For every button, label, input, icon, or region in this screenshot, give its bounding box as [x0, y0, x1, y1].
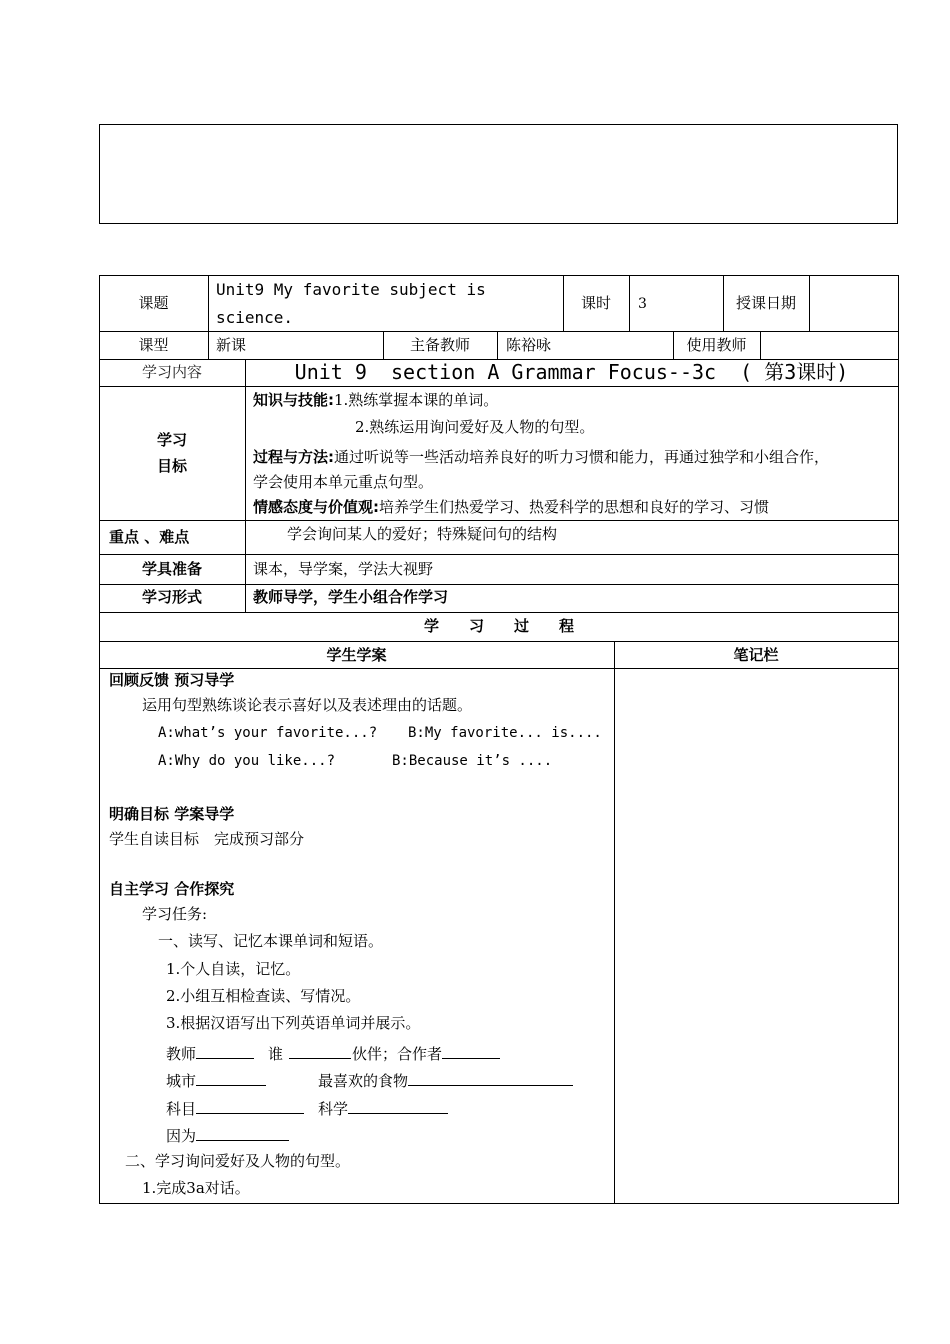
period-value: 3: [638, 296, 647, 312]
word-teacher-blank[interactable]: [196, 1044, 254, 1059]
notes-area[interactable]: [615, 669, 898, 1203]
process-label: 过程与方法:: [253, 448, 334, 466]
section-goals-text: 学生自读目标 完成预习部分: [109, 830, 305, 848]
topic-value-line1: Unit9 My favorite subject is: [216, 280, 486, 299]
word-who-blank[interactable]: [289, 1044, 351, 1059]
key-label: 重点 、难点: [109, 528, 190, 546]
section-review-title: 回顾反馈 预习导学: [109, 671, 235, 689]
form-label: 学习形式: [141, 588, 202, 606]
task-2: 二、学习询问爱好及人物的句型。: [125, 1152, 351, 1170]
tools-label: 学具准备: [141, 560, 202, 578]
word-city-label: 城市: [166, 1072, 197, 1090]
dialogue-a2: A:Why do you like...?: [158, 753, 336, 769]
task-1-3: 3.根据汉语写出下列英语单词并展示。: [166, 1014, 421, 1032]
task-1-1: 1.个人自读，记忆。: [166, 960, 301, 978]
tools-value: 课本，导学案，学法大视野: [253, 560, 434, 578]
process-text-1: 通过听说等一些活动培养良好的听力习惯和能力，再通过独学和小组合作，: [334, 448, 830, 466]
notes-header: 笔记栏: [733, 646, 779, 664]
content-value: Unit 9 section A Grammar Focus--3c ( 第3课时): [294, 360, 849, 384]
word-subject-label: 科目: [166, 1100, 197, 1118]
word-teacher: [166, 1044, 254, 1062]
process-text-2: 学会使用本单元重点句型。: [253, 473, 434, 491]
word-teacher-label: 教师: [166, 1045, 197, 1063]
word-because-blank[interactable]: [196, 1126, 289, 1141]
emotion-text: 培养学生们热爱学习、热爱科学的思想和良好的学习、习惯: [379, 498, 770, 516]
section-review-intro: 运用句型熟练谈论表示喜好以及表述理由的话题。: [142, 696, 473, 714]
dialogue-a1: A:what’s your favorite...?: [158, 725, 378, 741]
word-food-label: 最喜欢的食物: [318, 1072, 409, 1090]
period-label: 课时: [580, 294, 611, 312]
word-who-label: 谁: [268, 1045, 284, 1063]
lead-teacher-value: 陈裕咏: [506, 336, 552, 354]
process-line1: [253, 450, 829, 465]
topic-label: 课题: [138, 294, 169, 312]
word-because: [166, 1126, 289, 1144]
process-header: 学 习 过 程: [423, 617, 574, 635]
word-food: [318, 1071, 573, 1089]
word-subject: [166, 1099, 304, 1117]
knowledge-label: 知识与技能:: [253, 391, 334, 409]
word-food-blank[interactable]: [408, 1071, 573, 1086]
topic-value-line2: science.: [216, 308, 294, 327]
word-partner-blank[interactable]: [442, 1044, 500, 1059]
top-empty-box: [99, 124, 898, 224]
word-city-blank[interactable]: [196, 1071, 266, 1086]
dialogue-b2: B:Because it’s ....: [392, 753, 553, 769]
type-value: 新课: [216, 336, 247, 354]
word-subject-blank[interactable]: [196, 1099, 304, 1114]
emotion-label: 情感态度与价值观:: [253, 498, 379, 516]
type-label: 课型: [138, 336, 169, 354]
word-partner-label: 伙伴；合作者: [352, 1045, 443, 1063]
word-who: [268, 1044, 351, 1062]
user-teacher-label: 使用教师: [686, 336, 747, 354]
date-label: 授课日期: [735, 294, 796, 312]
knowledge-line1: [253, 393, 498, 408]
lead-teacher-label: 主备教师: [409, 336, 470, 354]
student-plan-header: 学生学案: [326, 646, 387, 664]
knowledge-item-2: 2.熟练运用询问爱好及人物的句型。: [355, 418, 595, 436]
task-1-2: 2.小组互相检查读、写情况。: [166, 987, 361, 1005]
section-goals-title: 明确目标 学案导学: [109, 805, 235, 823]
word-because-label: 因为: [166, 1127, 197, 1145]
word-science-label: 科学: [318, 1100, 349, 1118]
emotion-line: [253, 500, 769, 515]
form-value: 教师导学，学生小组合作学习: [253, 588, 449, 606]
word-science: [318, 1099, 448, 1117]
key-value: 学会询问某人的爱好；特殊疑问句的结构: [287, 525, 558, 543]
dialogue-b1: B:My favorite... is....: [408, 725, 602, 741]
task-label: 学习任务:: [142, 905, 208, 923]
section-self-study-title: 自主学习 合作探究: [109, 880, 235, 898]
task-1: 一、读写、记忆本课单词和短语。: [158, 932, 384, 950]
word-city: [166, 1071, 266, 1089]
word-science-blank[interactable]: [348, 1099, 448, 1114]
content-label: 学习内容: [141, 363, 202, 381]
goals-label-line1: 学习: [156, 431, 187, 449]
knowledge-item-1: 1.熟练掌握本课的单词。: [334, 391, 499, 409]
task-2-1: 1.完成3a对话。: [142, 1179, 250, 1197]
word-partner: [352, 1044, 500, 1062]
goals-label-line2: 目标: [156, 457, 187, 475]
